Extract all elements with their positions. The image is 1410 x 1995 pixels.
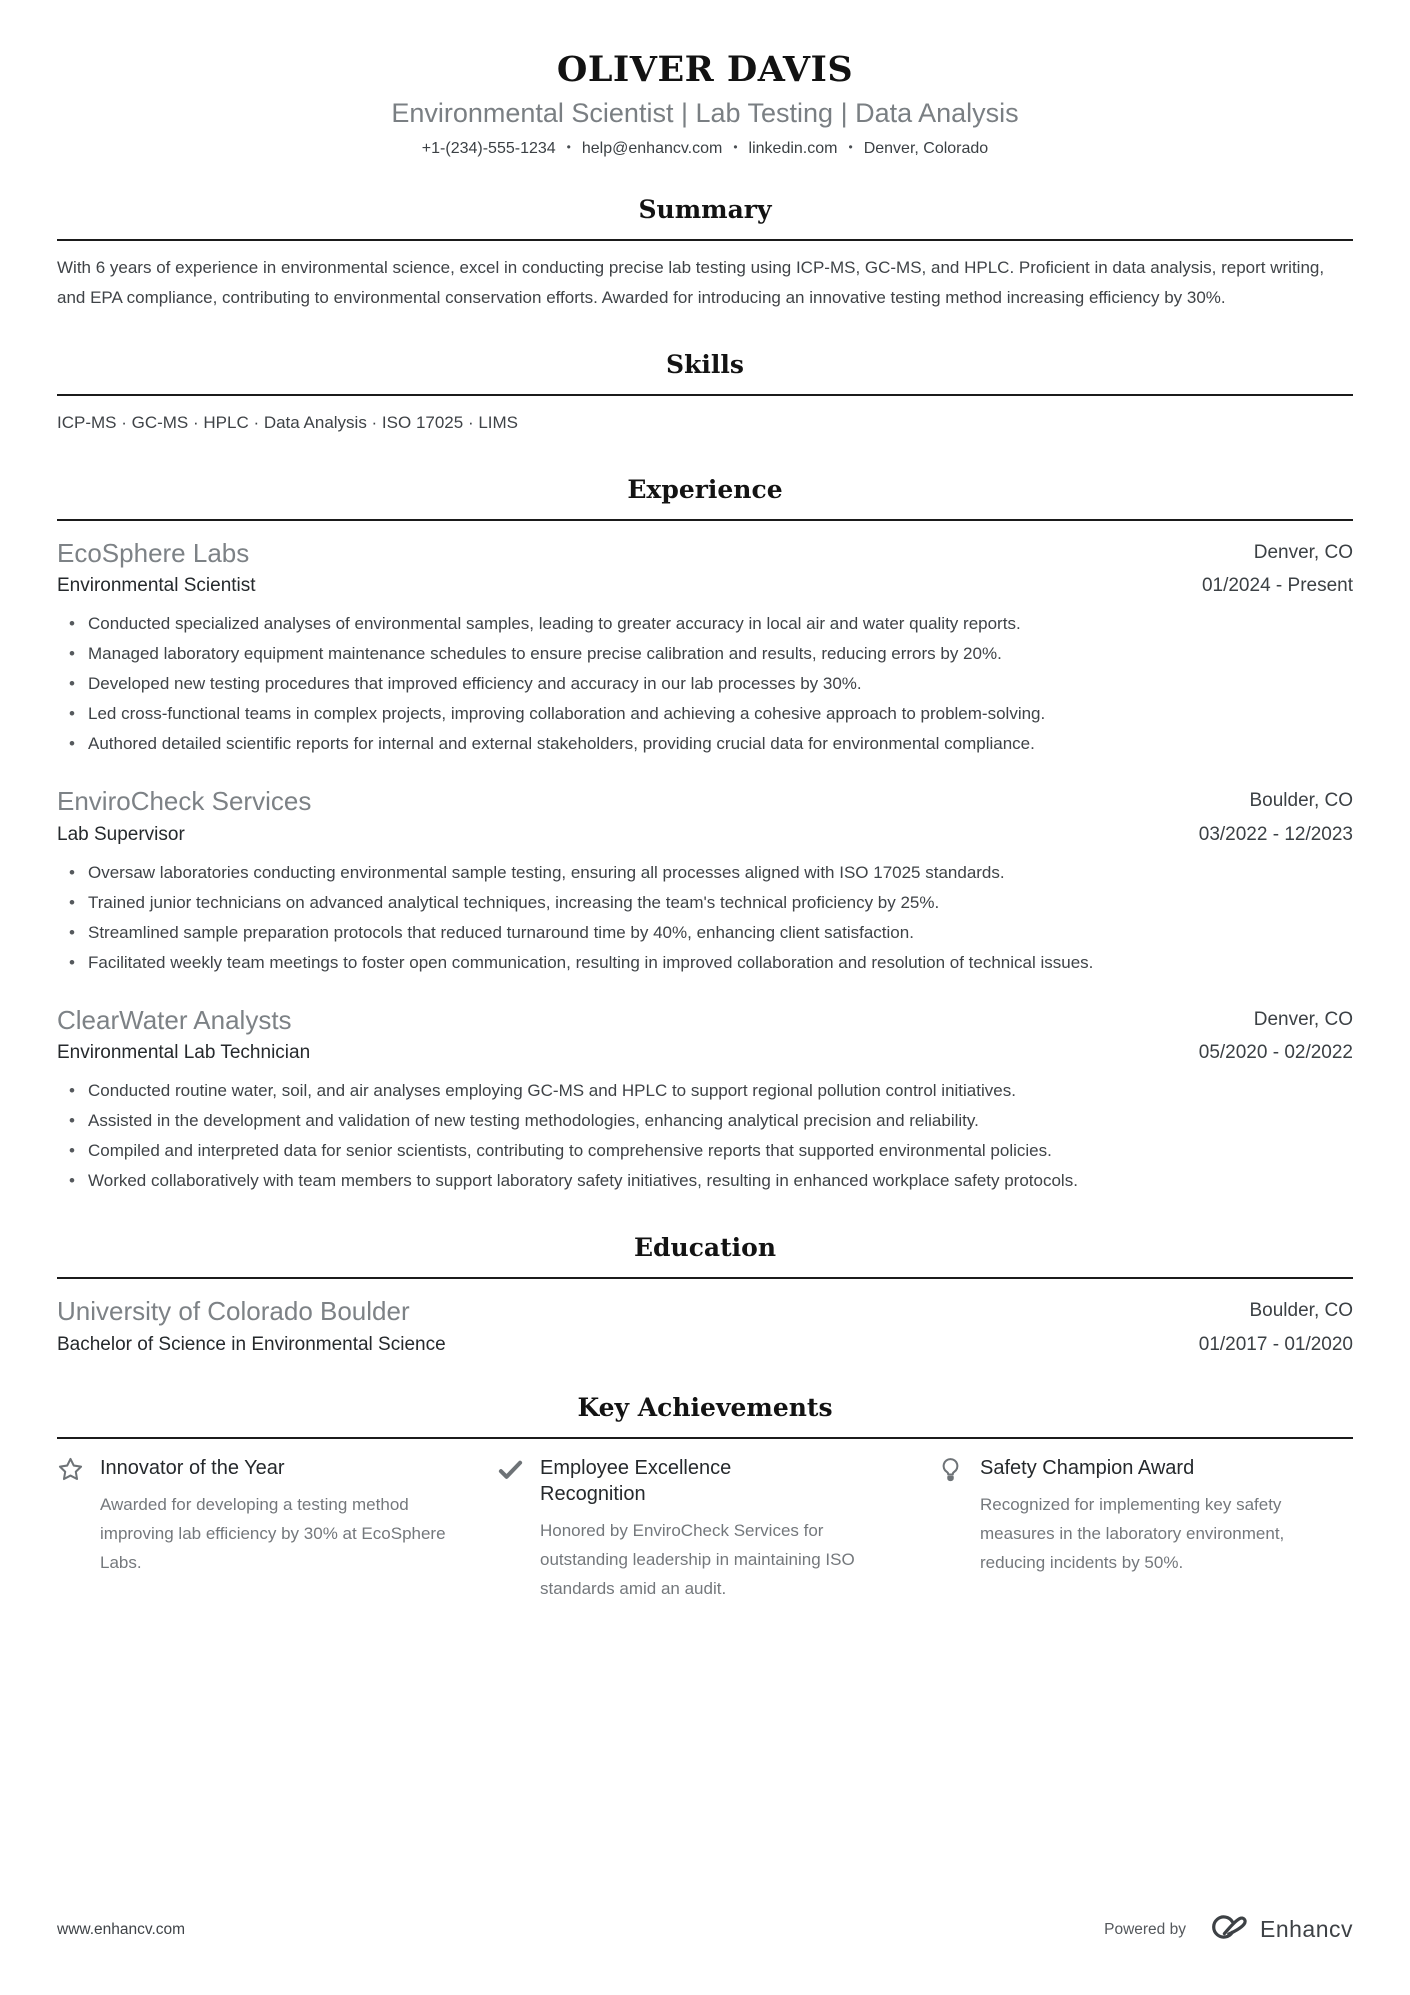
job-dates: 05/2020 - 02/2022	[1198, 1042, 1353, 1064]
bullet-item: • Oversaw laboratories conducting environmental sample testing, ensuring all processes aligned with ISO 17025 standards.	[88, 858, 1353, 888]
achievement-item	[937, 1455, 1353, 1603]
achievement-description: Recognized for implementing key safety measures in the laboratory environment, reducing incidents by 50%.	[980, 1494, 1285, 1572]
degree-dates: 01/2017 - 01/2020	[1198, 1333, 1353, 1355]
bullet-item: • Conducted specialized analyses of environmental samples, leading to greater accuracy in local air and water quality reports.	[88, 609, 1353, 639]
skills-list: ICP-MS · GC-MS · HPLC · Data Analysis · ISO 17025 · LIMS	[57, 412, 519, 432]
lightbulb-icon	[937, 1456, 964, 1483]
job-bullets	[57, 609, 1353, 759]
contact-row	[57, 140, 1353, 158]
contact-email[interactable]: help@enhancv.com	[581, 139, 723, 157]
contact-phone: +1-(234)-555-1234	[421, 139, 556, 157]
degree-name: Bachelor of Science in Environmental Science	[57, 1333, 446, 1355]
education-section	[57, 1233, 1353, 1356]
enhancv-site-link[interactable]: www.enhancv.com	[57, 1920, 186, 1938]
achievements-grid	[57, 1455, 1353, 1603]
achievement-title: Safety Champion Award	[980, 1456, 1195, 1479]
contact-linkedin[interactable]: linkedin.com	[748, 139, 838, 157]
candidate-name: OLIVER DAVIS	[556, 49, 854, 90]
experience-heading: Experience	[627, 474, 783, 504]
powered-by-label: Powered by	[1104, 1920, 1186, 1938]
summary-heading: Summary	[638, 194, 772, 224]
company-location: Denver, CO	[1253, 1008, 1353, 1030]
section-divider	[57, 1277, 1353, 1279]
section-divider	[57, 239, 1353, 241]
company-name: EcoSphere Labs	[57, 537, 250, 568]
company-location: Boulder, CO	[1249, 790, 1353, 812]
section-divider	[57, 1437, 1353, 1439]
achievement-description: Awarded for developing a testing method improving lab efficiency by 30% at EcoSphere Labs.	[100, 1494, 446, 1572]
job-dates: 01/2024 - Present	[1201, 575, 1353, 597]
dot-separator-icon: •	[733, 139, 738, 154]
skills-section	[57, 350, 1353, 438]
enhancv-brand-link[interactable]	[1200, 1912, 1353, 1947]
bullet-item: • Streamlined sample preparation protocols that reduced turnaround time by 40%, enhancing client satisfaction.	[88, 918, 1353, 948]
education-heading: Education	[633, 1233, 777, 1263]
bullet-item: • Facilitated weekly team meetings to foster open communication, resulting in improved collaboration and resolution of technical issues.	[88, 948, 1353, 978]
bullet-item: • Worked collaboratively with team members to support laboratory safety initiatives, resulting in enhanced workplace safety protocols.	[88, 1166, 1353, 1196]
section-divider	[57, 519, 1353, 521]
bullet-item: • Assisted in the development and validation of new testing methodologies, enhancing analytical precision and reliability.	[88, 1106, 1353, 1136]
achievement-description: Honored by EnviroCheck Services for outstanding leadership in maintaining ISO standards amid an audit.	[540, 1520, 855, 1598]
bullet-item: • Authored detailed scientific reports for internal and external stakeholders, providing crucial data for environmental compliance.	[88, 729, 1353, 759]
dot-separator-icon: •	[848, 139, 853, 154]
achievements-section	[57, 1393, 1353, 1603]
bullet-item: • Conducted routine water, soil, and air analyses employing GC-MS and HPLC to support regional pollution control initiatives.	[88, 1076, 1353, 1106]
section-divider	[57, 394, 1353, 396]
education-entry	[57, 1295, 1353, 1356]
company-location: Denver, CO	[1253, 541, 1353, 563]
job-title: Lab Supervisor	[57, 823, 185, 845]
bullet-item: • Managed laboratory equipment maintenance schedules to ensure precise calibration and results, reducing errors by 20%.	[88, 639, 1353, 669]
school-name: University of Colorado Boulder	[57, 1296, 410, 1327]
resume-header	[57, 50, 1353, 158]
school-location: Boulder, CO	[1249, 1300, 1353, 1322]
enhancv-brand-name: Enhancv	[1259, 1916, 1353, 1942]
achievement-title: Innovator of the Year	[100, 1456, 285, 1479]
star-icon	[57, 1456, 84, 1483]
skills-heading: Skills	[666, 349, 744, 379]
page-footer	[57, 1912, 1353, 1947]
job-bullets	[57, 1076, 1353, 1196]
achievement-item	[497, 1455, 913, 1603]
summary-text: With 6 years of experience in environmental science, excel in conducting precise lab testing using ICP-MS, GC-MS, and HPLC. Proficient in data analysis, report writing, and EPA compliance, contributing to environmental conservation efforts. Awarded for introducing an innovative testing method increasing efficiency by 30%.	[57, 257, 1325, 307]
experience-entry	[57, 537, 1353, 760]
experience-entry	[57, 785, 1353, 978]
experience-entry	[57, 1004, 1353, 1197]
job-title: Environmental Lab Technician	[57, 1042, 311, 1064]
enhancv-logo-icon	[1200, 1912, 1252, 1947]
bullet-item: • Trained junior technicians on advanced analytical techniques, increasing the team's technical proficiency by 25%.	[88, 888, 1353, 918]
summary-section	[57, 195, 1353, 313]
contact-location: Denver, Colorado	[863, 139, 989, 157]
job-dates: 03/2022 - 12/2023	[1198, 823, 1353, 845]
company-name: ClearWater Analysts	[57, 1004, 292, 1035]
company-name: EnviroCheck Services	[57, 786, 312, 817]
achievement-item	[57, 1455, 473, 1603]
dot-separator-icon: •	[566, 139, 571, 154]
candidate-headline: Environmental Scientist | Lab Testing | Data Analysis	[391, 98, 1019, 129]
job-title: Environmental Scientist	[57, 575, 256, 597]
achievement-title: Employee Excellence Recognition	[540, 1456, 732, 1505]
check-icon	[497, 1456, 524, 1483]
bullet-item: • Led cross-functional teams in complex projects, improving collaboration and achieving a cohesive approach to problem-solving.	[88, 699, 1353, 729]
bullet-item: • Developed new testing procedures that improved efficiency and accuracy in our lab processes by 30%.	[88, 669, 1353, 699]
achievements-heading: Key Achievements	[577, 1392, 833, 1422]
experience-section	[57, 475, 1353, 1197]
bullet-item: • Compiled and interpreted data for senior scientists, contributing to comprehensive reports that supported environmental policies.	[88, 1136, 1353, 1166]
job-bullets	[57, 858, 1353, 978]
